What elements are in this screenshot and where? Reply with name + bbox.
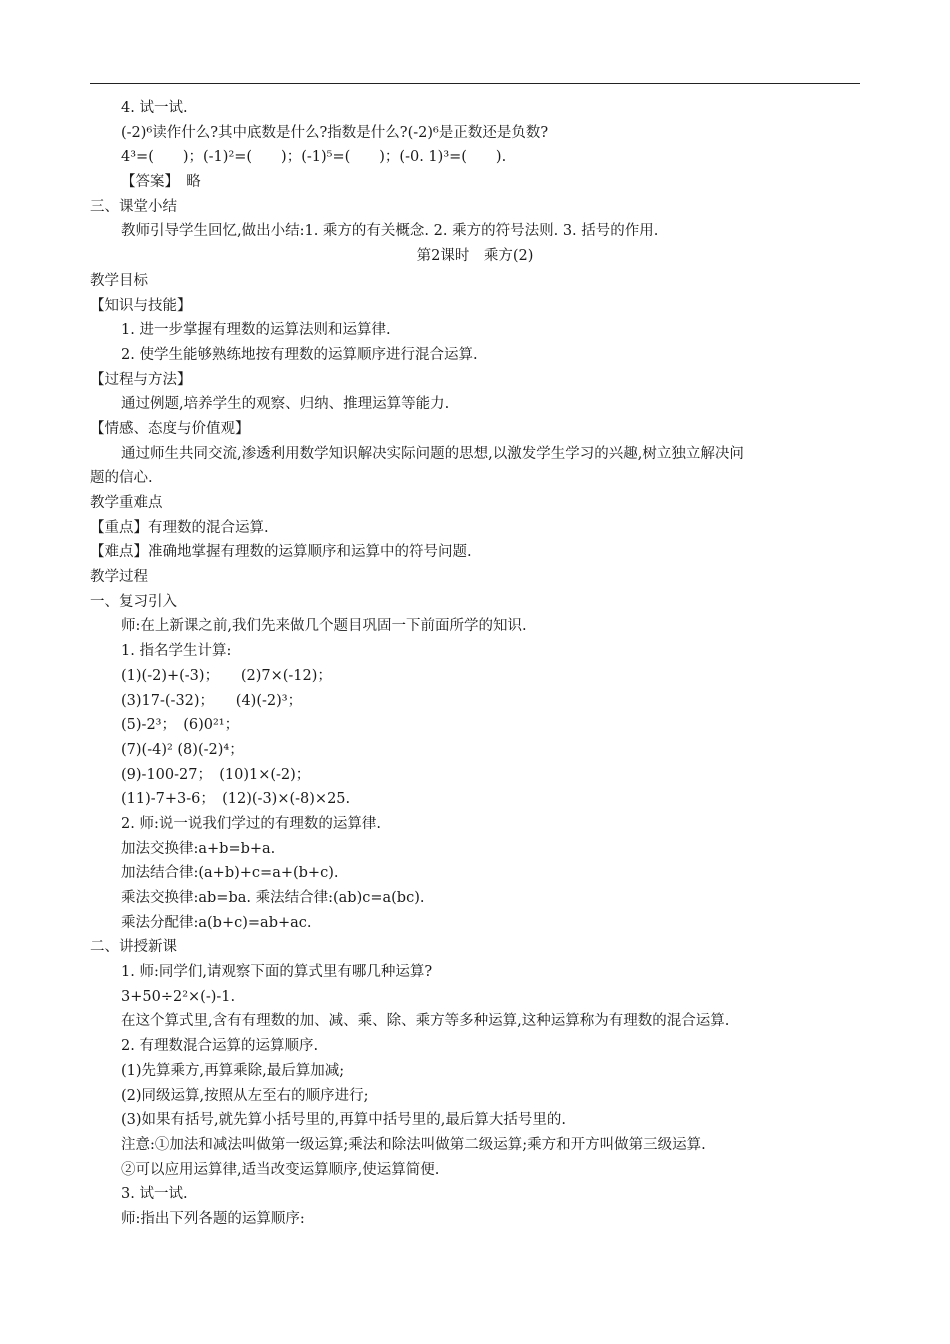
text-line: (3)如果有括号,就先算小括号里的,再算中括号里的,最后算大括号里的. — [121, 1112, 566, 1129]
text-line: 师:在上新课之前,我们先来做几个题目巩固一下前面所学的知识. — [121, 618, 527, 635]
text-line: 【答案】 略 — [121, 174, 201, 191]
text-line: 乘法分配律:a(b+c)=ab+ac. — [121, 914, 312, 931]
document-body — [90, 96, 860, 1232]
text-line: 题的信心. — [90, 470, 153, 487]
text-line: 【难点】准确地掌握有理数的运算顺序和运算中的符号问题. — [90, 544, 472, 561]
text-line: (3)17-(-32)； (4)(-2)³； — [121, 692, 303, 709]
text-line: (1)(-2)+(-3)； (2)7×(-12)； — [121, 667, 332, 684]
text-line: 教学过程 — [90, 569, 148, 586]
text-line: (2)同级运算,按照从左至右的顺序进行; — [121, 1087, 369, 1104]
text-line: 师:指出下列各题的运算顺序: — [121, 1210, 305, 1227]
text-line: 通过例题,培养学生的观察、归纳、推理运算等能力. — [121, 396, 450, 413]
text-line: 2. 使学生能够熟练地按有理数的运算顺序进行混合运算. — [121, 346, 478, 363]
text-line: 二、讲授新课 — [90, 939, 177, 956]
text-line: (11)-7+3-6； (12)(-3)×(-8)×25. — [121, 791, 351, 808]
text-line: 在这个算式里,含有有理数的加、减、乘、除、乘方等多种运算,这种运算称为有理数的混合运算. — [121, 1013, 730, 1030]
text-line: 【知识与技能】 — [90, 297, 192, 314]
text-line: 三、课堂小结 — [90, 198, 177, 215]
text-line: 教学重难点 — [90, 495, 163, 511]
text-line: 注意:①加法和减法叫做第一级运算;乘法和除法叫做第二级运算;乘方和开方叫做第三级运算. — [121, 1136, 706, 1153]
text-line: (5)-2³； (6)0²¹； — [121, 717, 240, 734]
text-line: 教学目标 — [90, 272, 148, 289]
text-line: (-2)⁶读作什么?其中底数是什么?指数是什么?(-2)⁶是正数还是负数? — [121, 124, 549, 141]
text-line: 3+50÷2²×(-)-1. — [121, 988, 236, 1005]
text-line: 2. 有理数混合运算的运算顺序. — [121, 1038, 319, 1055]
text-line: 2. 师:说一说我们学过的有理数的运算律. — [121, 815, 381, 832]
text-line: 1. 师:同学们,请观察下面的算式里有哪几种运算? — [121, 964, 433, 981]
text-line: 1. 进一步掌握有理数的运算法则和运算律. — [121, 322, 391, 339]
section-title: 第2课时 乘方(2) — [416, 248, 534, 265]
text-line: ②可以应用运算律,适当改变运算顺序,使运算简便. — [121, 1161, 440, 1178]
text-line: (7)(-4)² (8)(-2)⁴； — [121, 741, 244, 758]
text-line: (9)-100-27； (10)1×(-2)； — [121, 766, 311, 783]
text-line: (1)先算乘方,再算乘除,最后算加减; — [121, 1062, 345, 1079]
text-line: 1. 指名学生计算: — [121, 643, 232, 660]
text-line: 4. 试一试. — [121, 100, 188, 116]
text-line: 4³=( )；(-1)²=( )；(-1)⁵=( )；(-0. 1)³=( ). — [121, 149, 507, 166]
text-line: 【情感、态度与价值观】 — [90, 420, 250, 437]
text-line: 教师引导学生回忆,做出小结:1. 乘方的有关概念. 2. 乘方的符号法则. 3. 括号的作用. — [121, 223, 659, 240]
text-line: 【重点】有理数的混合运算. — [90, 519, 269, 536]
text-line: 通过师生共同交流,渗透利用数学知识解决实际问题的思想,以激发学生学习的兴趣,树立独立解决问 — [121, 445, 744, 462]
text-line: 【过程与方法】 — [90, 371, 192, 388]
header-rule — [90, 83, 860, 84]
text-line: 加法交换律:a+b=b+a. — [121, 840, 276, 857]
text-line: 加法结合律:(a+b)+c=a+(b+c). — [121, 865, 339, 882]
text-line: 3. 试一试. — [121, 1186, 188, 1203]
text-line: 一、复习引入 — [90, 593, 177, 610]
text-line: 乘法交换律:ab=ba. 乘法结合律:(ab)c=a(bc). — [121, 890, 425, 906]
